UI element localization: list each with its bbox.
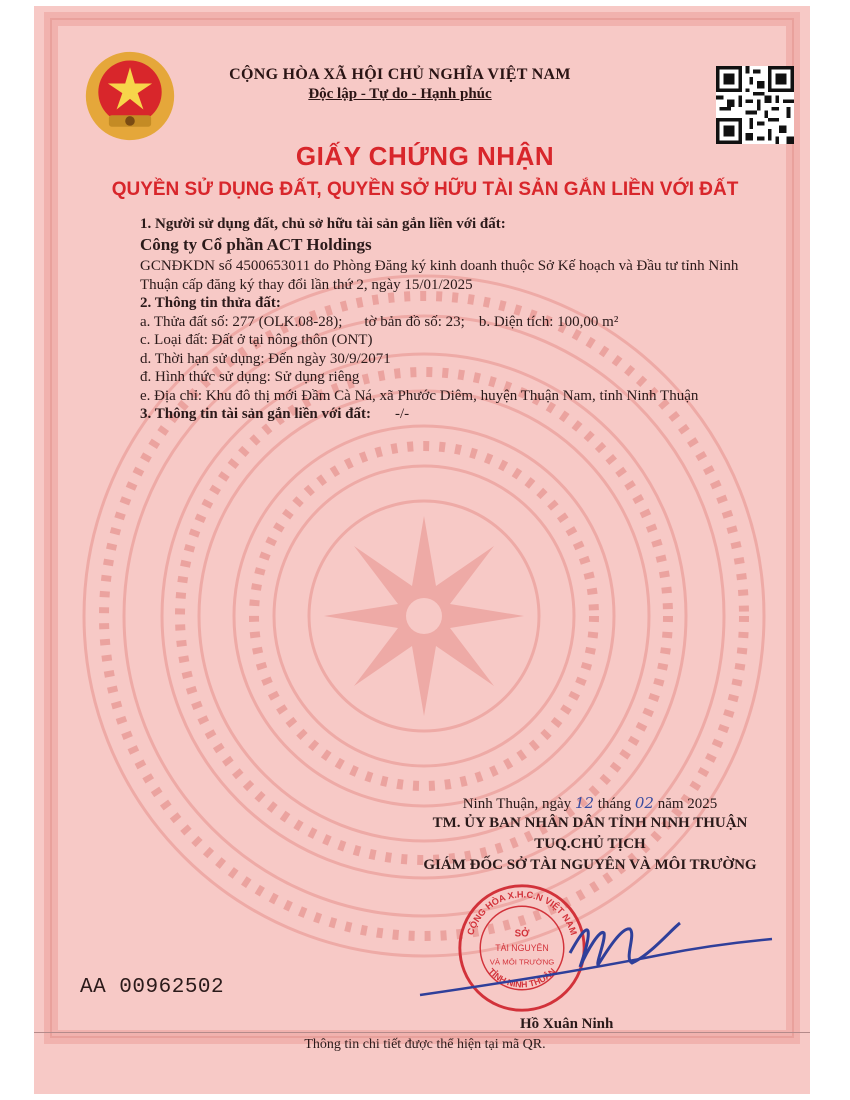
section3-heading: 3. Thông tin tài sản gắn liền với đất: (140, 406, 371, 422)
seal-bottom-text: TỈNH NINH THUẬN (486, 966, 558, 990)
section2-heading: 2. Thông tin thửa đất: (140, 295, 281, 311)
handwritten-signature (410, 905, 780, 1005)
map-sheet-number: tờ bản đồ số: 23; (364, 313, 465, 330)
month-label: tháng (597, 796, 632, 812)
national-motto: Độc lập - Tự do - Hạnh phúc (308, 86, 492, 102)
parcel-number: a. Thửa đất số: 277 (OLK.08-28); (140, 313, 343, 330)
issue-month: 02 (634, 794, 654, 812)
serial-number: AA 00962502 (80, 976, 225, 999)
authority-line2: TUQ.CHỦ TỊCH (534, 836, 646, 852)
parcel-row (140, 313, 780, 332)
asset-info-value: -/- (395, 406, 410, 422)
qr-code[interactable] (716, 66, 794, 144)
issue-day: 12 (574, 794, 595, 812)
certificate-body (140, 215, 780, 424)
land-area: b. Diện tích: 100,00 m² (478, 313, 619, 330)
owner-name: Công ty Cổ phần ACT Holdings (140, 234, 372, 254)
authority-line1: TM. ỦY BAN NHÂN DÂN TỈNH NINH THUẬN (432, 815, 748, 831)
national-emblem-icon (82, 48, 178, 144)
seal-line3: VÀ MÔI TRƯỜNG (489, 957, 555, 967)
issue-year: năm 2025 (657, 796, 718, 812)
usage-form: đ. Hình thức sử dụng: Sử dụng riêng (140, 369, 360, 385)
footer-note: Thông tin chi tiết được thể hiện tại mã QR. (304, 1037, 546, 1052)
date-prefix: Ninh Thuận, ngày (462, 796, 572, 812)
seal-ring-text: CỘNG HÒA X.H.C.N VIỆT NAM (465, 889, 579, 937)
section3-row (140, 405, 780, 424)
seal-line2: TÀI NGUYÊN (495, 942, 549, 953)
signer-name: Hồ Xuân Ninh (520, 1016, 614, 1032)
usage-term: d. Thời hạn sử dụng: Đến ngày 30/9/2071 (140, 350, 391, 367)
nation-name: CỘNG HÒA XÃ HỘI CHỦ NGHĨA VIỆT NAM (229, 66, 571, 83)
land-type: c. Loại đất: Đất ở tại nông thôn (ONT) (140, 332, 373, 348)
certificate-subtitle: QUYỀN SỬ DỤNG ĐẤT, QUYỀN SỞ HỮU TÀI SẢN GẮN LIỀN VỚI ĐẤT (111, 179, 739, 200)
header (180, 66, 620, 103)
certificate-title: GIẤY CHỨNG NHẬN (295, 141, 555, 171)
signature-block (380, 794, 800, 876)
business-registration: GCNĐKDN số 4500653011 do Phòng Đăng ký kinh doanh thuộc Sở Kế hoạch và Đầu tư tỉnh Ninh Thuận cấp đăng ký thay đổi lần thứ 2, ngày 15/01/2025 (140, 258, 739, 293)
land-address: e. Địa chỉ: Khu đô thị mới Đầm Cà Ná, xã Phước Diêm, huyện Thuận Nam, tỉnh Ninh Thuận (140, 387, 699, 404)
issue-date (380, 794, 800, 813)
authority-line3: GIÁM ĐỐC SỞ TÀI NGUYÊN VÀ MÔI TRƯỜNG (423, 857, 757, 873)
section1-heading: 1. Người sử dụng đất, chủ sở hữu tài sản gắn liền với đất: (140, 216, 506, 232)
seal-line1: SỞ (514, 928, 530, 940)
footer-divider (34, 1032, 810, 1033)
